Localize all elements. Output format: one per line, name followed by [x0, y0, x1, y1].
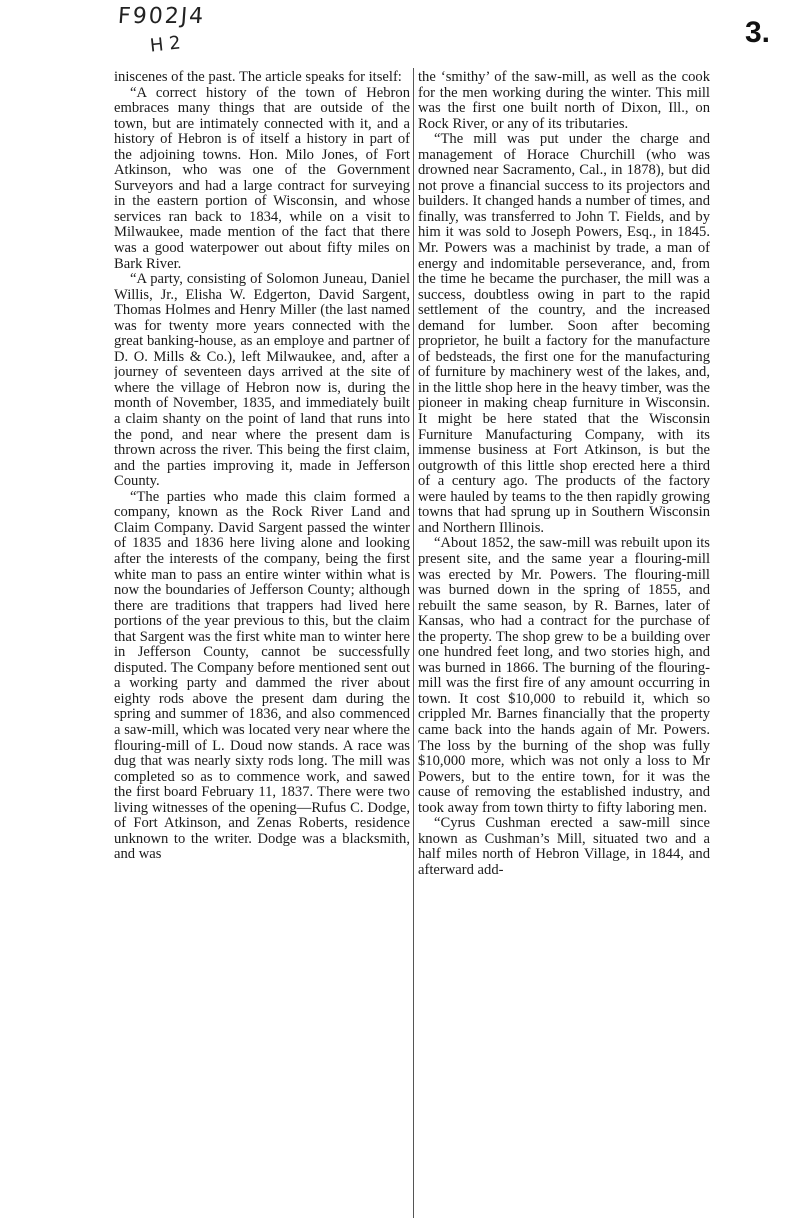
paragraph: the ‘smithy’ of the saw-mill, as well as the cook for the men working during the winter. This mill was the first one built north of Dixon, Ill., on Rock River, or any of its tributaries. [418, 70, 710, 132]
paragraph: “The parties who made this claim formed a company, known as the Rock River Land and Claim Company. David Sargent passed the winter of 1835 and 1836 here living alone and looking after the interests of the company, being the first white man to pass an entire winter within what is now the boundaries of Jefferson County; although there are traditions that trappers had lived here portions of the year previous to this, but the claim that Sargent was the first white man to winter here in Jefferson County, cannot be successfully disputed. The Company before mentioned sent out a working party and dammed the river about eighty rods above the present dam during the spring and summer of 1836, and also commenced a saw-mill, which was located very near where the flouring-mill of L. Doud now stands. A race was dug that was nearly sixty rods long. The mill was completed so as to commence work, and sawed the first board February 11, 1837. There were two living witnesses of the opening—Rufus C. Dodge, of Fort Atkinson, and Zenas Roberts, residence unknown to the writer. Dodge was a blacksmith, and was [114, 488, 410, 863]
paragraph: “A correct history of the town of Hebron embraces many things that are outside of the town, but are intimately connected with it, and a history of Hebron is of itself a history in part of the adjoining towns. Hon. Milo Jones, of Fort Atkinson, who was one of the Government Surveyors and had a large contract for surveying in the eastern portion of Wisconsin, and whose services ran back to 1834, while on a visit to Milwaukee, made mention of the fact that there was a good waterpower out about fifty miles on Bark River. [114, 84, 410, 272]
handwritten-catalog-code: F902J4 [117, 4, 207, 29]
page-number: 3. [744, 16, 770, 49]
right-text-column [418, 70, 710, 1220]
paragraph: “Cyrus Cushman erected a saw-mill since known as Cushman’s Mill, situated two and a half miles north of Hebron Village, in 1844, and afterward add- [418, 815, 710, 878]
paragraph: iniscenes of the past. The article speaks for itself: [114, 70, 402, 85]
paragraph: “About 1852, the saw-mill was rebuilt upon its present site, and the same year a flouring-mill was erected by Mr. Powers. The flouring-mill was burned down in the spring of 1855, and rebuilt the same season, by R. Barnes, later of Kansas, who had a contract for the purchase of the property. The shop grew to be a building over one hundred feet long, and two stories high, and was burned in 1866. The burning of the flouring-mill was the first fire of any amount occurring in town. It cost $10,000 to rebuild it, which so crippled Mr. Barnes financially that the property came back into the hands again of Mr. Powers. The loss by the burning of the shop was fully $10,000 more, which was not only a loss to Mr Powers, but to the entire town, for it was the cause of removing the established industry, and took away from town thirty to fifty laboring men. [418, 535, 710, 816]
handwritten-annotation: H 2 [148, 32, 182, 57]
paragraph: “A party, consisting of Solomon Juneau, Daniel Willis, Jr., Elisha W. Edgerton, David Sargent, Thomas Holmes and Henry Miller (the last named was for twenty more years connected with the great banking-house, as an employe and partner of D. O. Mills & Co.), left Milwaukee, and, after a journey of seventeen days arrived at the site of where the village of Hebron now is, during the month of November, 1835, and immediately built a claim shanty on the point of land that runs into the pond, and near where the present dam is thrown across the river. This being the first claim, and the parties improving it, made in Jefferson County. [114, 271, 410, 490]
column-divider [413, 68, 414, 1218]
left-text-column [114, 70, 410, 1220]
paragraph: “The mill was put under the charge and management of Horace Churchill (who was drowned near Sacramento, Cal., in 1878), but did not prove a financial success to its projectors and builders. It changed hands a number of times, and finally, was transferred to John T. Fields, and by him it was sold to Joseph Powers, Esq., in 1845. Mr. Powers was a machinist by trade, a man of energy and indomitable perseverance, and, from the time he became the purchaser, the mill was a success, doubtless owing in part to the rapid settlement of the country, and the increased demand for lumber. Soon after becoming proprietor, he built a factory for the manufacture of bedsteads, the first one for the manufacturing of furniture by machinery west of the lakes, and, in the little shop here in the heavy timber, was the pioneer in making cheap furniture in Wisconsin. It might be here stated that the Wisconsin Furniture Manufacturing Company, with its immense business at Fort Atkinson, is but the outgrowth of this little shop erected here a third of a century ago. The products of the factory were hauled by teams to the then rapidly growing towns that had sprung up in Southern Wisconsin and Northern Illinois. [418, 131, 710, 536]
